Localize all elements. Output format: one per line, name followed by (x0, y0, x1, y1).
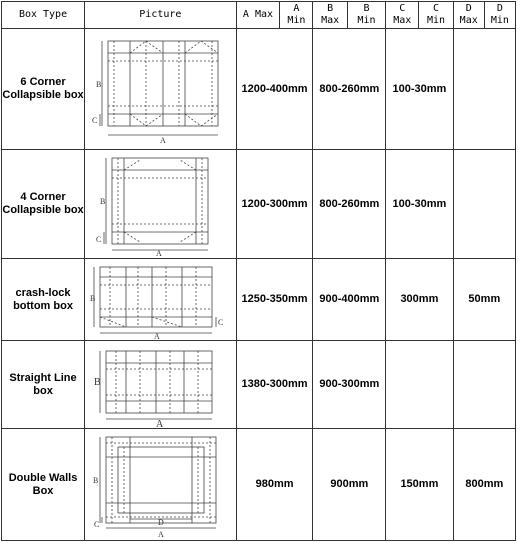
dim-label-a: A (156, 418, 164, 427)
header-c-min-line2: Min (426, 15, 446, 26)
header-d-max (453, 2, 484, 29)
value-a: 1200-300mm (236, 150, 313, 259)
header-c-max-line1: C (399, 3, 406, 14)
header-row (2, 2, 516, 29)
straight-line-box-diagram (90, 343, 230, 427)
table-row (2, 429, 516, 541)
dim-label-b: B (90, 293, 96, 303)
header-b-min-line2: Min (357, 15, 376, 26)
value-a: 980mm (236, 429, 313, 541)
dim-label-a: A (154, 331, 161, 339)
table-row (2, 259, 516, 341)
header-picture: Picture (85, 2, 237, 29)
value-a: 1380-300mm (236, 341, 313, 429)
value-d: 800mm (453, 429, 515, 541)
value-c: 150mm (386, 429, 453, 541)
dim-label-b: B (94, 376, 102, 388)
dim-label-a: A (158, 529, 165, 539)
header-a-min (280, 2, 313, 29)
header-c-max (386, 2, 419, 29)
dim-label-b: B (96, 80, 102, 89)
box-type-name: crash-lock bottom box (2, 259, 85, 341)
box-picture (85, 29, 237, 150)
box-type-name: Straight Line box (2, 341, 85, 429)
value-d (453, 150, 515, 259)
header-b-max (313, 2, 347, 29)
box-picture (85, 429, 237, 541)
value-b: 900-400mm (313, 259, 386, 341)
four-corner-box-diagram (90, 152, 230, 256)
header-a-min-line2: Min (287, 15, 306, 26)
dim-label-c: C (92, 116, 98, 125)
header-box-type: Box Type (2, 2, 85, 29)
header-b-max-line2: Max (321, 15, 340, 26)
value-d: 50mm (453, 259, 515, 341)
value-b: 800-260mm (313, 29, 386, 150)
box-type-name: Double Walls Box (2, 429, 85, 541)
double-walls-box-diagram (90, 431, 230, 539)
header-d-min-line2: Min (490, 15, 509, 26)
value-d (453, 341, 515, 429)
table-row (2, 150, 516, 259)
header-d-min-line1: D (496, 3, 503, 14)
header-c-min (419, 2, 453, 29)
six-corner-box-diagram (90, 31, 230, 147)
header-b-min-line1: B (363, 3, 370, 14)
dim-label-d: D (158, 517, 165, 527)
dim-label-c: C (218, 317, 224, 327)
value-b: 800-260mm (313, 150, 386, 259)
box-picture (85, 341, 237, 429)
dim-label-a: A (160, 136, 167, 145)
table-row (2, 341, 516, 429)
header-d-min (484, 2, 515, 29)
header-d-max-line2: Max (459, 15, 478, 26)
header-d-max-line1: D (465, 3, 472, 14)
dim-label-c: C (96, 235, 102, 244)
table-row (2, 29, 516, 150)
dim-label-b: B (100, 197, 106, 206)
value-c: 300mm (386, 259, 453, 341)
header-c-max-line2: Max (393, 15, 412, 26)
header-c-min-line1: C (432, 3, 440, 14)
value-b: 900mm (313, 429, 386, 541)
value-b: 900-300mm (313, 341, 386, 429)
crash-lock-box-diagram (90, 261, 230, 339)
value-d (453, 29, 515, 150)
value-c: 100-30mm (386, 150, 453, 259)
box-type-name: 4 Corner Collapsible box (2, 150, 85, 259)
header-a-min-line1: A (293, 3, 300, 14)
header-a-max: A Max (236, 2, 280, 29)
dim-label-a: A (156, 249, 163, 256)
box-type-name: 6 Corner Collapsible box (2, 29, 85, 150)
box-picture (85, 259, 237, 341)
box-picture (85, 150, 237, 259)
header-b-max-line1: B (327, 3, 334, 14)
dim-label-c: C (94, 519, 100, 529)
value-a: 1250-350mm (236, 259, 313, 341)
value-c (386, 341, 453, 429)
box-spec-table (1, 1, 516, 541)
value-a: 1200-400mm (236, 29, 313, 150)
dim-label-b: B (93, 475, 99, 485)
header-b-min (347, 2, 385, 29)
value-c: 100-30mm (386, 29, 453, 150)
